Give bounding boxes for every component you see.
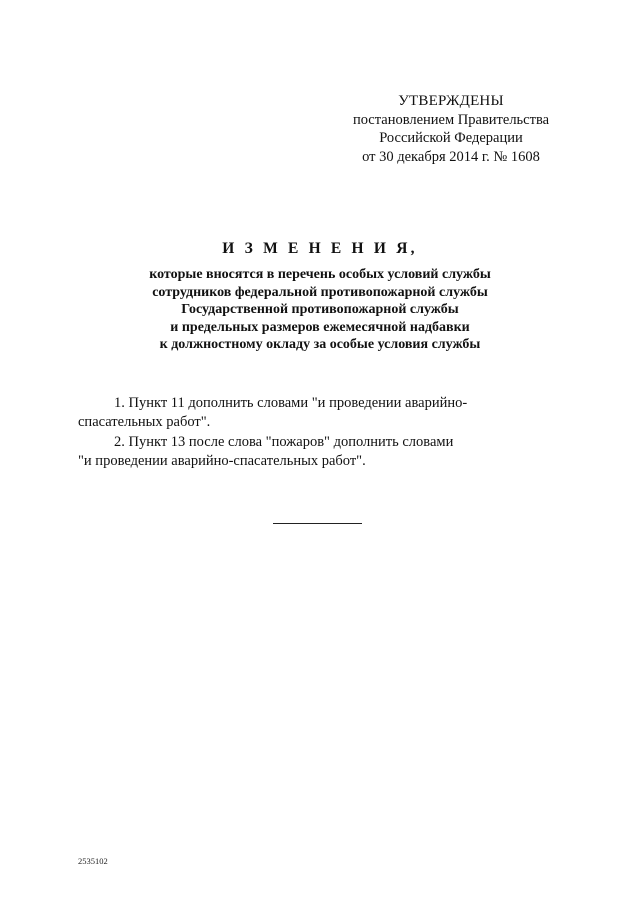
subtitle-line-3: Государственной противопожарной службы <box>181 302 459 317</box>
amendment-item-2 <box>78 433 558 471</box>
item-2-second-line: "и проведении аварийно-спасательных работ". <box>78 453 366 469</box>
subtitle-line-5: к должностному окладу за особые условия службы <box>159 337 481 352</box>
item-2-word: словами <box>402 434 454 450</box>
approval-line-1: постановлением Правительства <box>352 111 550 128</box>
item-1-first-line <box>78 394 558 413</box>
approval-line-3: от 30 декабря 2014 г. № 1608 <box>362 148 540 165</box>
document-code: 2535102 <box>78 856 108 866</box>
item-2-word: 2. Пункт 13 <box>114 434 186 450</box>
approval-heading: УТВЕРЖДЕНЫ <box>398 93 504 109</box>
closing-divider <box>273 523 362 524</box>
item-1-word: дополнить <box>188 395 254 411</box>
item-2-word: после <box>188 434 225 450</box>
item-1-word: "и <box>311 395 326 411</box>
item-2-word: дополнить <box>333 434 399 450</box>
subtitle-line-2: сотрудников федеральной противопожарной службы <box>152 284 488 300</box>
document-subtitle <box>0 266 640 354</box>
item-1-second-line: спасательных работ". <box>78 414 211 430</box>
item-2-first-line <box>78 433 558 452</box>
item-1-word: аварийно- <box>405 395 468 411</box>
item-1-word: проведении <box>329 395 402 411</box>
subtitle-line-1: которые вносятся в перечень особых условий службы <box>149 267 491 282</box>
subtitle-line-4: и предельных размеров ежемесячной надбавки <box>170 319 470 335</box>
approval-line-2: Российской Федерации <box>379 130 523 146</box>
item-1-word: словами <box>257 395 309 411</box>
document-title: И З М Е Н Е Н И Я, <box>222 240 418 257</box>
item-2-word: "пожаров" <box>265 434 330 450</box>
amendment-item-1 <box>78 394 558 432</box>
item-1-word: 1. Пункт 11 <box>114 395 185 411</box>
approval-block <box>346 92 556 166</box>
item-2-word: слова <box>228 434 263 450</box>
